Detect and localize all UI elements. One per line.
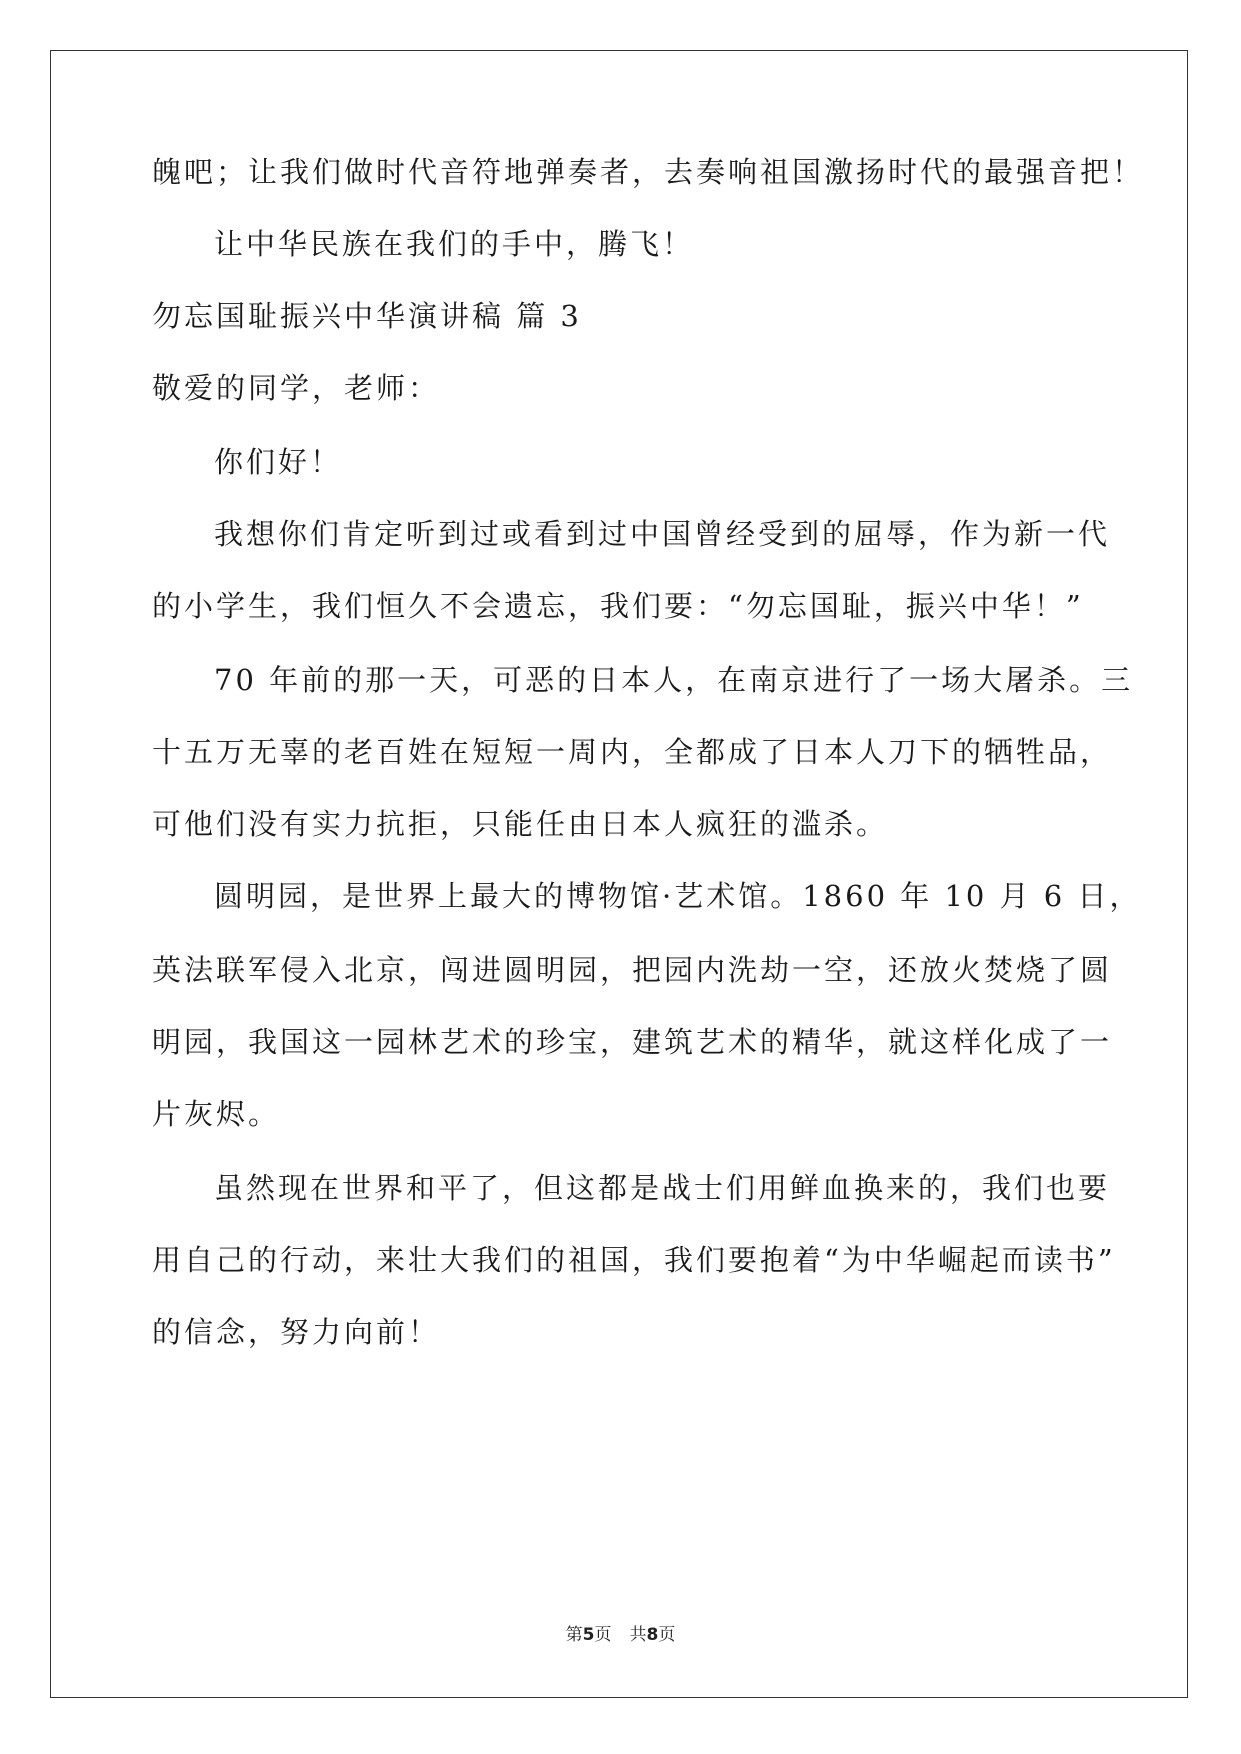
paragraph-1-line-2: 的小学生，我们恒久不会遗忘，我们要：“勿忘国耻，振兴中华！” (152, 589, 1084, 623)
page-suffix: 页 (594, 1625, 612, 1645)
paragraph-2-line-1: 70 年前的那一天，可恶的日本人，在南京进行了一场大屠杀。三 (214, 663, 1134, 697)
paragraph-3-line-4: 片灰烬。 (152, 1097, 281, 1131)
current-page-number: 5 (582, 1625, 595, 1645)
total-page-number: 8 (646, 1625, 659, 1645)
text-line-2: 让中华民族在我们的手中，腾飞！ (214, 227, 695, 261)
text-line-1: 魄吧；让我们做时代音符地弹奏者，去奏响祖国激扬时代的最强音把！ (152, 155, 1145, 189)
page-prefix: 第 (565, 1625, 583, 1645)
paragraph-2-line-3: 可他们没有实力抗拒，只能任由日本人疯狂的滥杀。 (152, 807, 889, 841)
paragraph-3-line-1: 圆明园，是世界上最大的博物馆·艺术馆。1860 年 10 月 6 日， (214, 879, 1142, 913)
paragraph-4-line-1: 虽然现在世界和平了，但这都是战士们用鲜血换来的，我们也要 (214, 1171, 1111, 1205)
page-footer (0, 1624, 1241, 1646)
paragraph-4-line-3: 的信念，努力向前！ (152, 1315, 441, 1349)
salutation: 敬爱的同学，老师： (152, 371, 441, 405)
paragraph-1-line-1: 我想你们肯定听到过或看到过中国曾经受到的屈辱，作为新一代 (214, 517, 1111, 551)
section-heading: 勿忘国耻振兴中华演讲稿 篇 3 (152, 299, 582, 333)
paragraph-3-line-3: 明园，我国这一园林艺术的珍宝，建筑艺术的精华，就这样化成了一 (152, 1025, 1113, 1059)
paragraph-3-line-2: 英法联军侵入北京，闯进圆明园，把园内洗劫一空，还放火焚烧了圆 (152, 953, 1113, 987)
greeting: 你们好！ (214, 445, 343, 479)
paragraph-4-line-2: 用自己的行动，来壮大我们的祖国，我们要抱着“为中华崛起而读书” (152, 1243, 1116, 1277)
total-prefix: 共 (629, 1625, 647, 1645)
total-suffix: 页 (658, 1625, 676, 1645)
paragraph-2-line-2: 十五万无辜的老百姓在短短一周内，全都成了日本人刀下的牺牲品， (152, 735, 1113, 769)
